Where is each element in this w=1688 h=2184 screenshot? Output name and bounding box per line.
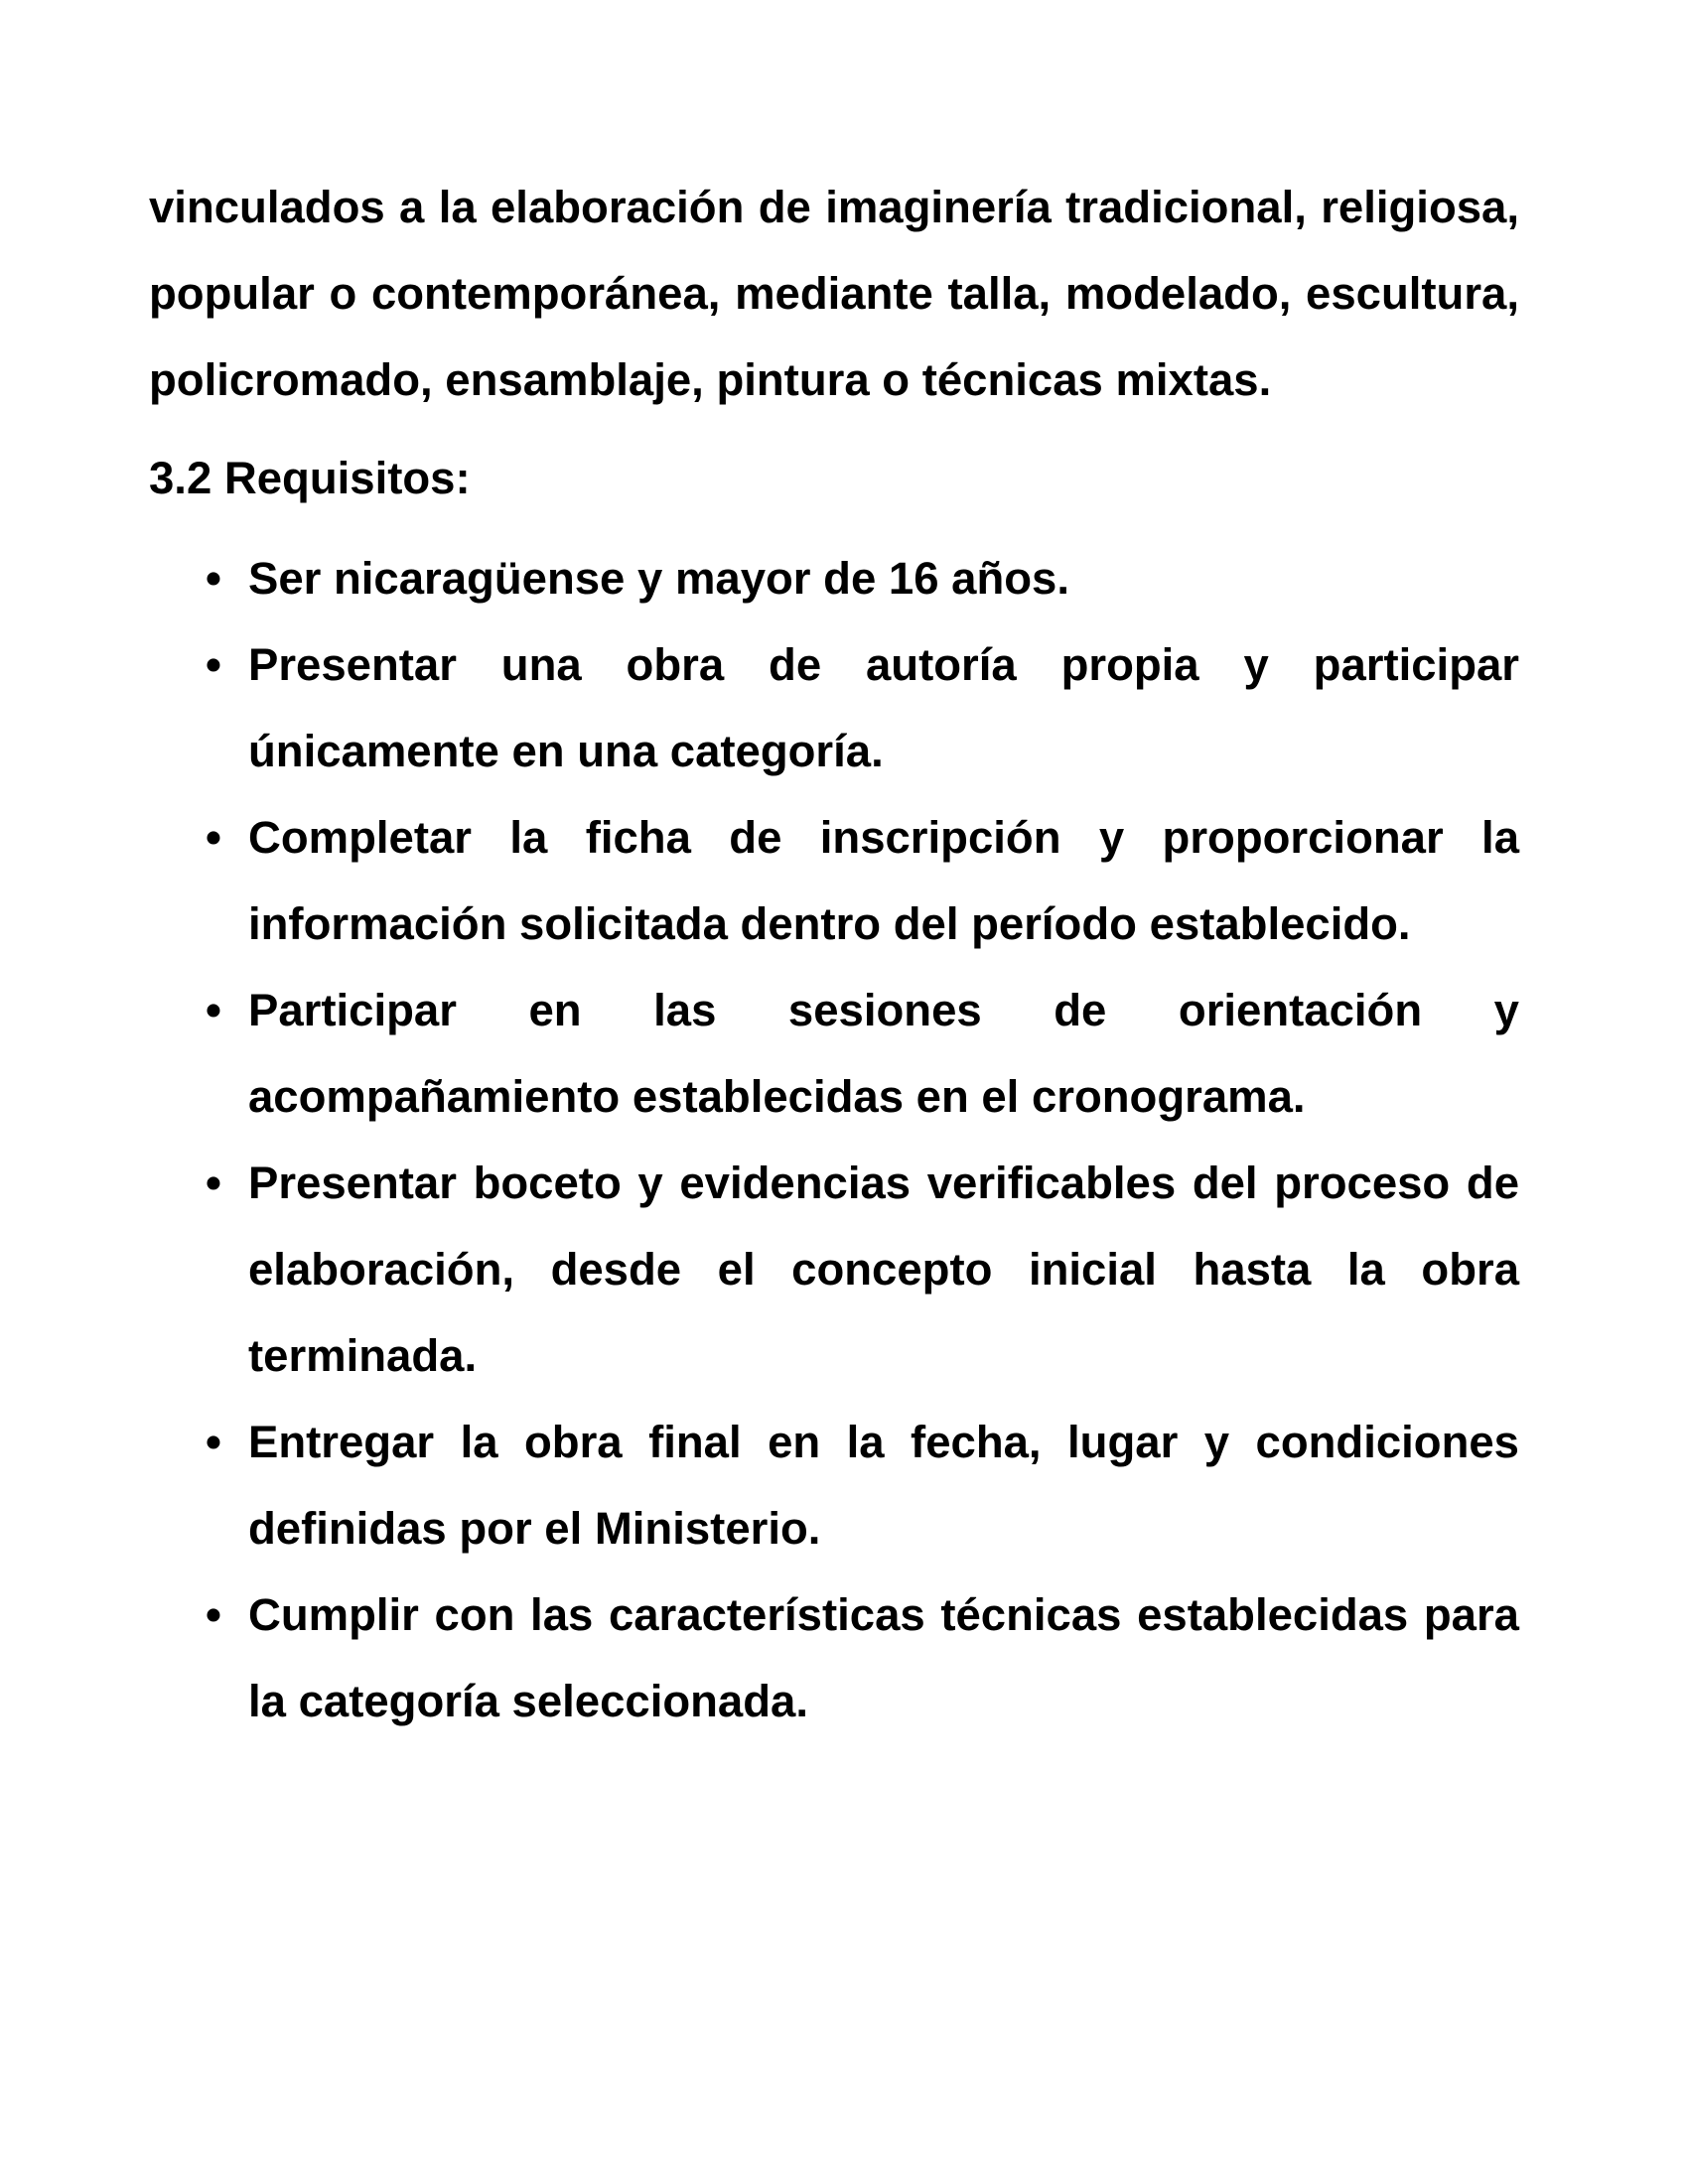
document-page [149,164,1519,1744]
list-item [149,967,1519,1140]
requirement-text: Cumplir con las características técnicas establecidas para la categoría seleccionada. [248,1589,1519,1726]
bullet-icon: • [206,812,221,863]
bullet-icon: • [206,553,221,604]
list-item [149,1571,1519,1744]
list-item [149,621,1519,794]
requirements-list [149,535,1519,1744]
list-item [149,535,1519,621]
section-heading: 3.2 Requisitos: [149,453,471,503]
bullet-icon: • [206,639,221,690]
list-item [149,794,1519,967]
requirement-text: Presentar una obra de autoría propia y participar únicamente en una categoría. [248,639,1519,776]
intro-paragraph: vinculados a la elaboración de imaginería tradicional, religiosa, popular o contemporánea, mediante talla, modelado, escultura, policromado, ensamblaje, pintura o técnicas mixtas. [149,182,1519,405]
requirement-text: Entregar la obra final en la fecha, lugar y condiciones definidas por el Ministerio. [248,1417,1519,1554]
requirement-text: Completar la ficha de inscripción y proporcionar la información solicitada dentro del período establecido. [248,812,1519,949]
bullet-icon: • [206,1158,221,1208]
list-item [149,1399,1519,1571]
requirement-text: Participar en las sesiones de orientación y acompañamiento establecidas en el cronograma. [248,985,1519,1122]
requirement-text: Ser nicaragüense y mayor de 16 años. [248,553,1069,604]
requirement-text: Presentar boceto y evidencias verificables del proceso de elaboración, desde el concepto inicial hasta la obra terminada. [248,1158,1519,1381]
list-item [149,1140,1519,1399]
bullet-icon: • [206,1589,221,1640]
bullet-icon: • [206,985,221,1035]
bullet-icon: • [206,1417,221,1467]
